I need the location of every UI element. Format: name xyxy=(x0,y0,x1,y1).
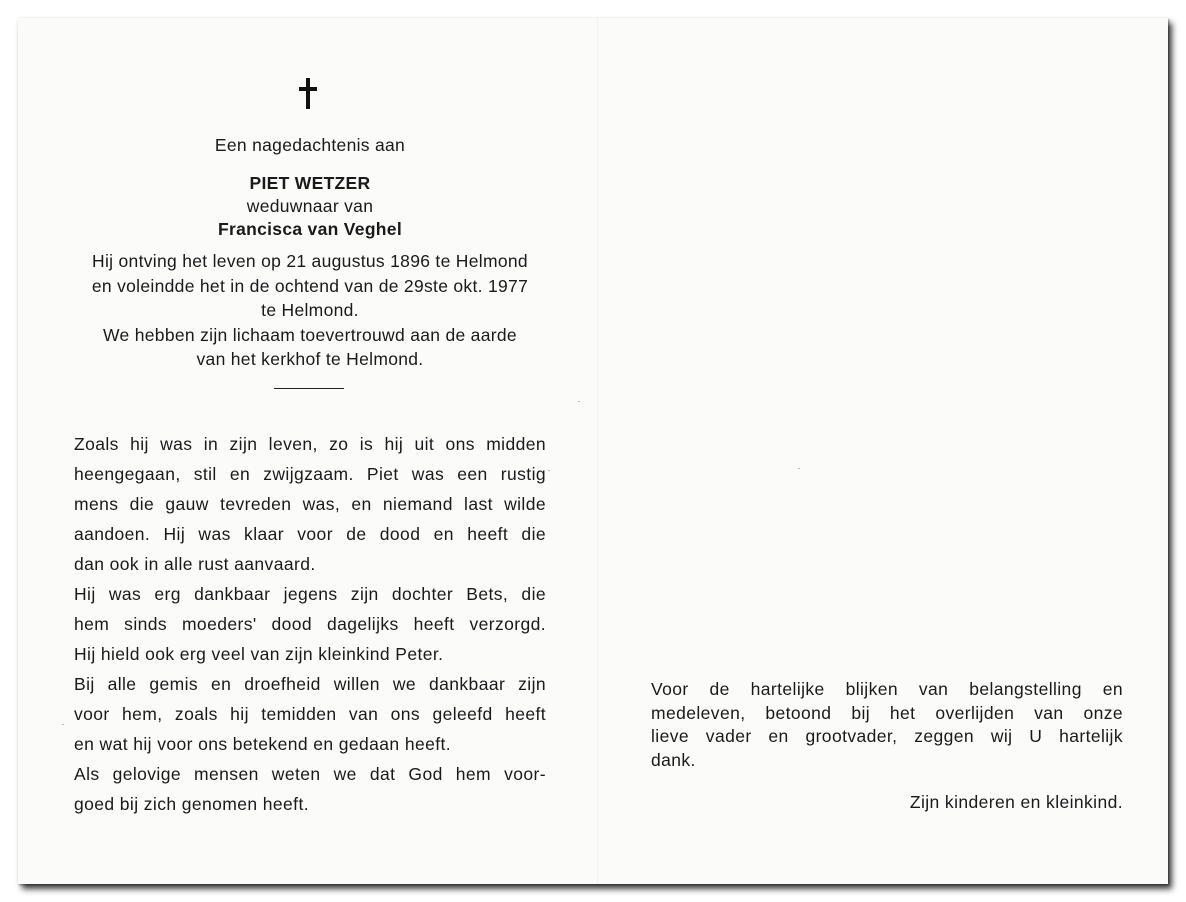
bio-line: en voleindde het in de ochtend van de 29ste okt. 1977 xyxy=(91,275,529,296)
text-line: Als gelovige mensen weten we dat God hem voor- xyxy=(74,764,546,784)
text-line: Hij was erg dankbaar jegens zijn dochter Bets, die xyxy=(74,584,546,604)
cross-icon xyxy=(296,78,322,110)
card-fold xyxy=(597,18,598,884)
text-line: Zoals hij was in zijn leven, zo is hij uit ons midden xyxy=(74,434,546,454)
biography xyxy=(74,249,546,372)
relation-text: weduwnaar van xyxy=(246,196,374,216)
text-line: mens die gauw tevreden was, en niemand last wilde xyxy=(74,494,546,514)
bio-line: Hij ontving het leven op 21 augustus 1896 te Helmond xyxy=(92,251,528,271)
bio-line: van het kerkhof te Helmond. xyxy=(196,349,424,369)
bio-line: We hebben zijn lichaam toevertrouwd aan de aarde xyxy=(103,324,517,345)
paper-speck xyxy=(548,470,550,471)
text-line: voor hem, zoals hij temidden van ons geleefd heeft xyxy=(74,704,546,724)
deceased-name: PIET WETZER xyxy=(249,173,371,193)
thanks-text xyxy=(651,678,1123,772)
text-line: Bij alle gemis en droefheid willen we dankbaar zijn xyxy=(74,674,546,694)
text-line: medeleven, betoond bij het overlijden van onze xyxy=(651,702,1123,723)
text-line: Hij hield ook erg veel van zijn kleinkind Peter. xyxy=(74,644,444,664)
text-line: aandoen. Hij was klaar voor de dood en heeft die xyxy=(74,524,546,544)
bio-line: te Helmond. xyxy=(261,300,359,320)
text-line: goed bij zich genomen heeft. xyxy=(74,794,309,814)
signature: Zijn kinderen en kleinkind. xyxy=(909,792,1123,812)
text-line: hem sinds moeders' dood dagelijks heeft verzorgd. xyxy=(74,614,546,634)
paper-speck xyxy=(798,468,800,469)
text-line: en wat hij voor ons betekend en gedaan heeft. xyxy=(74,734,452,754)
paper-speck xyxy=(62,724,64,725)
text-line: heengegaan, stil en zwijgzaam. Piet was een rustig xyxy=(74,464,546,484)
memorial-text xyxy=(74,429,546,819)
text-line: Voor de hartelijke blijken van belangstelling en xyxy=(651,679,1123,699)
text-line: dank. xyxy=(651,749,696,770)
paper-speck xyxy=(578,401,580,402)
memorial-card xyxy=(18,18,1168,884)
divider-rule xyxy=(274,388,344,389)
text-line: dan ook in alle rust aanvaard. xyxy=(74,554,316,574)
text-line: lieve vader en grootvader, zeggen wij U hartelijk xyxy=(651,726,1123,746)
spouse-name: Francisca van Veghel xyxy=(217,219,402,239)
intro-text: Een nagedachtenis aan xyxy=(214,135,406,155)
